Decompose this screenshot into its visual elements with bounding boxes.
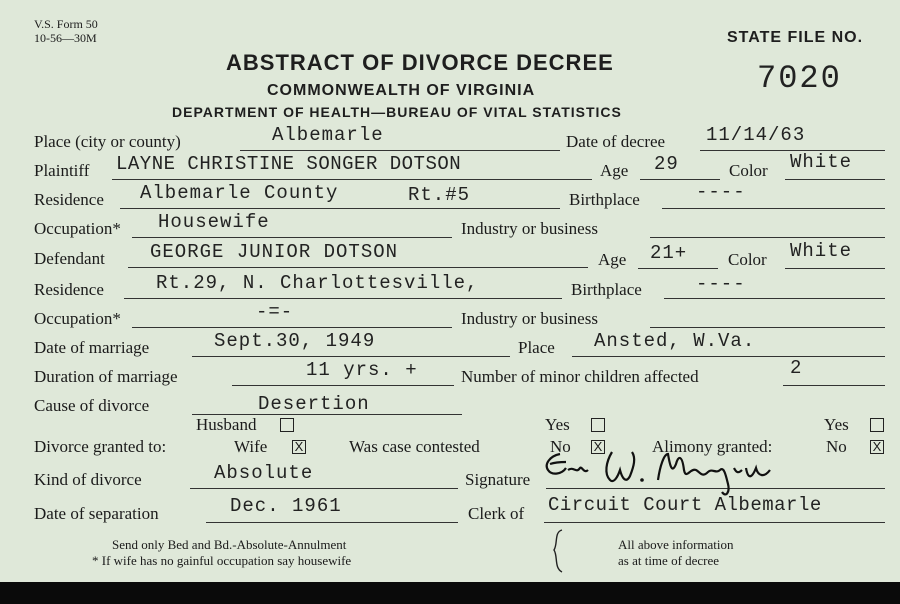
marriage-place-value: Ansted, W.Va. — [594, 330, 756, 352]
defendant-label: Defendant — [34, 249, 105, 268]
footer-note-2: * If wife has no gainful occupation say housewife — [92, 553, 352, 568]
clerk-of-line — [544, 522, 885, 523]
plaintiff-occupation-label: Occupation* — [34, 219, 121, 238]
state-file-label: STATE FILE NO. — [727, 29, 864, 46]
form-print-run: 10-56—30M — [34, 31, 97, 45]
minor-children-value: 2 — [790, 357, 803, 379]
plaintiff-age-line — [640, 179, 720, 180]
plaintiff-color-label: Color — [729, 161, 768, 180]
plaintiff-residence-label: Residence — [34, 190, 104, 209]
defendant-age-label: Age — [598, 250, 627, 269]
defendant-residence-line — [124, 298, 562, 299]
plaintiff-label: Plaintiff — [34, 161, 90, 180]
footer-note-1: Send only Bed and Bd.-Absolute-Annulment — [112, 537, 347, 552]
cause-label: Cause of divorce — [34, 396, 150, 415]
husband-checkbox[interactable] — [280, 418, 294, 432]
date-of-marriage-value: Sept.30, 1949 — [214, 330, 376, 352]
handwritten-signature — [520, 440, 780, 500]
defendant-color-line — [785, 268, 885, 269]
duration-label: Duration of marriage — [34, 367, 178, 386]
department-name: DEPARTMENT OF HEALTH—BUREAU OF VITAL STATISTICS — [172, 104, 622, 120]
plaintiff-occupation-value: Housewife — [158, 211, 270, 233]
cause-value: Desertion — [258, 393, 370, 415]
marriage-place-line — [572, 356, 885, 357]
kind-line — [190, 488, 458, 489]
date-of-decree-value: 11/14/63 — [706, 124, 806, 146]
state-file-number: 7020 — [757, 60, 842, 97]
form-subtitle: COMMONWEALTH OF VIRGINIA — [267, 82, 536, 99]
granted-to-label: Divorce granted to: — [34, 437, 167, 456]
wife-label: Wife — [234, 437, 268, 456]
defendant-residence-label: Residence — [34, 280, 104, 299]
defendant-color-value: White — [790, 240, 853, 262]
defendant-age-value: 21+ — [650, 242, 688, 264]
clerk-of-label: Clerk of — [468, 504, 525, 523]
alimony-no-label: No — [826, 437, 847, 456]
defendant-age-line — [638, 268, 718, 269]
defendant-value: GEORGE JUNIOR DOTSON — [150, 241, 399, 263]
husband-label: Husband — [196, 415, 257, 434]
contested-yes-checkbox[interactable] — [591, 418, 605, 432]
plaintiff-line — [112, 179, 592, 180]
defendant-industry-line — [650, 327, 885, 328]
form-title: ABSTRACT OF DIVORCE DECREE — [226, 50, 614, 75]
contested-no-label: No — [550, 437, 571, 456]
plaintiff-industry-line — [650, 237, 885, 238]
plaintiff-industry-label: Industry or business — [461, 219, 598, 238]
defendant-birthplace-line — [664, 298, 885, 299]
defendant-occupation-value: -=- — [256, 301, 294, 323]
defendant-birthplace-label: Birthplace — [571, 280, 642, 299]
curly-brace — [548, 528, 568, 574]
alimony-yes-label: Yes — [824, 415, 849, 434]
plaintiff-birthplace-label: Birthplace — [569, 190, 640, 209]
plaintiff-age-value: 29 — [654, 153, 679, 175]
separation-label: Date of separation — [34, 504, 159, 523]
marriage-place-label: Place — [518, 338, 555, 357]
place-line — [240, 150, 560, 151]
kind-value: Absolute — [214, 462, 314, 484]
defendant-occupation-label: Occupation* — [34, 309, 121, 328]
plaintiff-residence-line — [120, 208, 560, 209]
wife-checkbox[interactable]: X — [292, 440, 306, 454]
contested-yes-label: Yes — [545, 415, 570, 434]
duration-line — [232, 385, 454, 386]
contested-label: Was case contested — [349, 437, 480, 456]
contested-no-checkbox[interactable]: X — [591, 440, 605, 454]
plaintiff-color-line — [785, 179, 885, 180]
plaintiff-birthplace-value: ---- — [696, 181, 746, 203]
alimony-yes-checkbox[interactable] — [870, 418, 884, 432]
defendant-line — [128, 267, 588, 268]
plaintiff-color-value: White — [790, 151, 853, 173]
kind-label: Kind of divorce — [34, 470, 142, 489]
alimony-no-checkbox[interactable]: X — [870, 440, 884, 454]
defendant-birthplace-value: ---- — [696, 273, 746, 295]
plaintiff-residence-value: Albemarle County — [140, 182, 339, 204]
place-label: Place (city or county) — [34, 132, 181, 151]
minor-children-label: Number of minor children affected — [461, 367, 699, 386]
footer-note-3: All above information — [618, 537, 734, 552]
date-of-marriage-line — [192, 356, 510, 357]
defendant-residence-value: Rt.29, N. Charlottesville, — [156, 272, 479, 294]
separation-line — [206, 522, 458, 523]
separation-value: Dec. 1961 — [230, 495, 342, 517]
minor-children-line — [783, 385, 885, 386]
plaintiff-age-label: Age — [600, 161, 629, 180]
date-of-decree-label: Date of decree — [566, 132, 666, 151]
place-value: Albemarle — [272, 124, 384, 146]
plaintiff-birthplace-line — [662, 208, 885, 209]
plaintiff-residence-route: Rt.#5 — [408, 184, 471, 206]
plaintiff-occupation-line — [132, 237, 452, 238]
form-number: V.S. Form 50 — [34, 17, 98, 31]
scan-bottom-edge — [0, 582, 900, 604]
alimony-label: Alimony granted: — [652, 437, 773, 456]
defendant-industry-label: Industry or business — [461, 309, 598, 328]
defendant-occupation-line — [132, 327, 452, 328]
plaintiff-value: LAYNE CHRISTINE SONGER DOTSON — [116, 153, 462, 175]
signature-label: Signature — [465, 470, 531, 489]
defendant-color-label: Color — [728, 250, 767, 269]
footer-note-4: as at time of decree — [618, 553, 720, 568]
date-of-marriage-label: Date of marriage — [34, 338, 150, 357]
duration-value: 11 yrs. + — [306, 359, 418, 381]
clerk-of-value: Circuit Court Albemarle — [548, 494, 822, 516]
